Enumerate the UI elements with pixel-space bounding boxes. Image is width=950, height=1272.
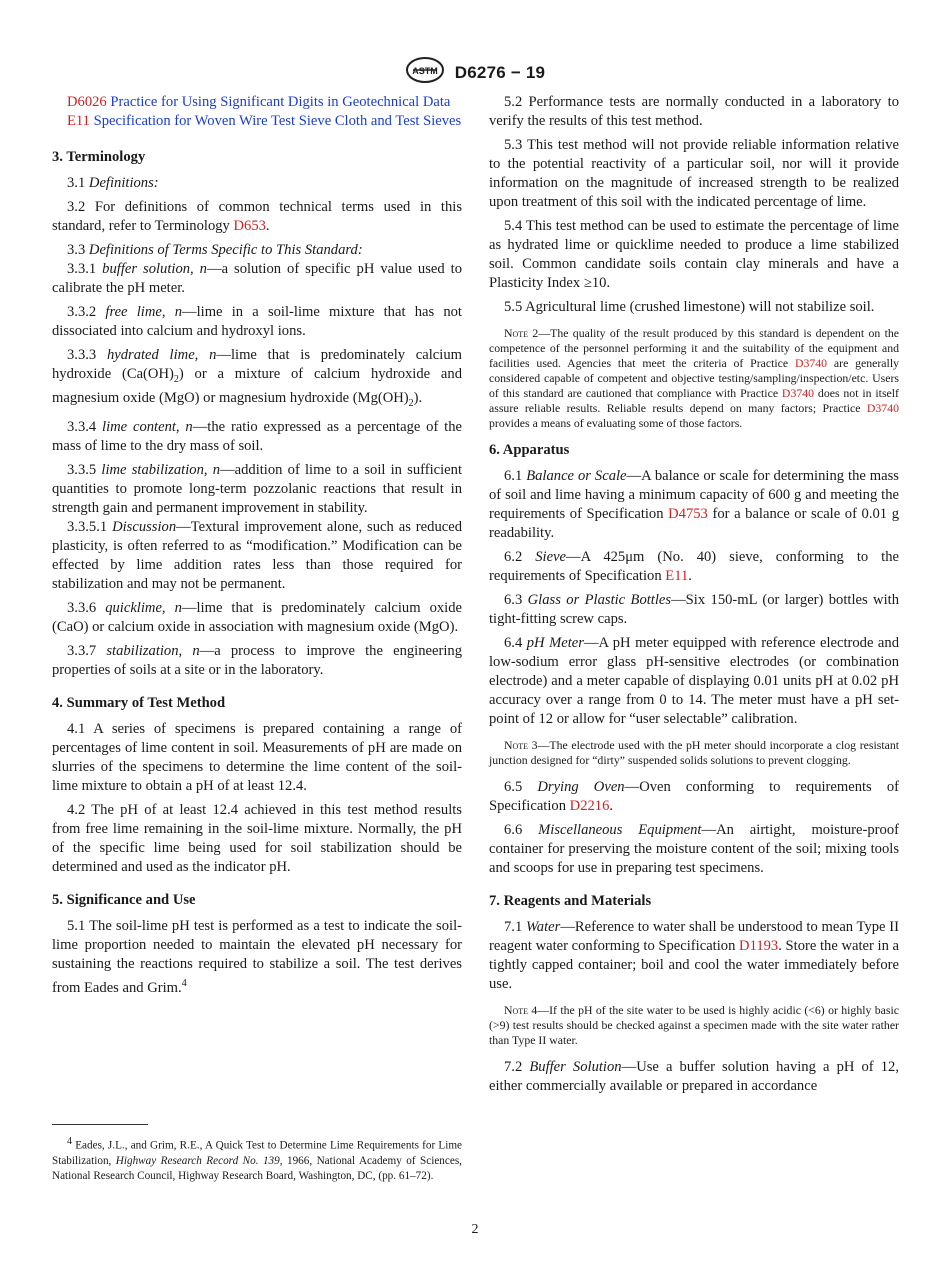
para-3-3-5-1: 3.3.5.1 Discussion—Textural improvement alone, such as reduced plasticity, is often referred to as “modification.” Modification can be effected by lime addition rates less than those required for stabilization and may not be permanent. (52, 518, 462, 592)
para-5-3: 5.3 This test method will not provide reliable information relative to the potential reactivity of a particular soil, nor will it provide information on the magnitude of increased strength to be realized upon treatment of this soil with the indicated percentage of lime. (489, 137, 899, 210)
para-5-4: 5.4 This test method can be used to estimate the percentage of lime as hydrated lime or quicklime needed to produce a lime stabilized soil. Common candidate soils contain clay minerals and have a Plasticity Index ≥10. (489, 218, 899, 291)
para-3-2: 3.2 For definitions of common technical terms used in this standard, refer to Terminology D653. (52, 199, 462, 234)
para-3-3-5: 3.3.5 lime stabilization, n—addition of lime to a soil in sufficient quantities to promote long-term pozzolanic reactions that result in strength gain and permanent improvement in stability. (52, 461, 463, 516)
para-4-2: 4.2 The pH of at least 12.4 achieved in this test method results from free lime remaining in the soil-lime mixture. Normally, the pH of the specific lime being used for soil stabilization should be determined and used as the indicator pH. (52, 801, 462, 875)
note-4: Note 4—If the pH of the site water to be used is highly acidic (<6) or highly basic (>9) test results should be checked against a specimen made with the site water rather than Type II water. (489, 1003, 899, 1047)
para-6-6: 6.6 Miscellaneous Equipment—An airtight, moisture-proof container for preserving the moisture content of the soil; mixing tools and scoops for use in preparing test specimens. (489, 822, 899, 876)
para-3-1: 3.1 Definitions: (67, 175, 159, 191)
para-4-1: 4.1 A series of specimens is prepared containing a range of percentages of lime content in soil. Measurements of pH are made on slurries of the specimens to determine the lime content of the soil-lime mixture to obtain a pH of at least 12.4. (52, 720, 462, 794)
reference-d6026 (52, 93, 462, 112)
ref-link-d6026[interactable]: D6026 (67, 94, 107, 110)
left-column (52, 93, 462, 1003)
para-3-3: 3.3 Definitions of Terms Specific to This Standard: (67, 242, 363, 258)
ref-title-d6026[interactable]: Practice for Using Significant Digits in Geotechnical Data (110, 94, 451, 110)
note-3: Note 3—The electrode used with the pH meter should incorporate a clog resistant junction designed for “dirty” suspended solids solutions to prevent clogging. (489, 738, 900, 767)
link-d2216[interactable]: D2216 (569, 798, 610, 814)
section-heading-summary: 4. Summary of Test Method (52, 694, 226, 711)
ref-link-e11[interactable]: E11 (67, 113, 90, 129)
footnote-ref-4[interactable]: 4 (181, 977, 187, 989)
link-d3740-1[interactable]: D3740 (794, 356, 828, 370)
para-3-3-4: 3.3.4 lime content, n—the ratio expressed as a percentage of the mass of lime to the dry mass of soil. (52, 418, 462, 454)
designation: D6276 − 19 (454, 62, 546, 82)
para-6-5: 6.5 Drying Oven—Oven conforming to requirements of Specification D2216. (489, 779, 899, 814)
link-d4753[interactable]: D4753 (668, 506, 708, 522)
para-7-2: 7.2 Buffer Solution—Use a buffer solution having a pH of 12, either commercially available or prepared in accordance (489, 1059, 899, 1094)
para-6-3: 6.3 Glass or Plastic Bottles—Six 150-mL (or larger) bottles with tight-fitting screw caps. (489, 592, 900, 627)
para-3-3-7: 3.3.7 stabilization, n—a process to improve the engineering properties of soils at a site or in the laboratory. (52, 642, 462, 678)
link-e11[interactable]: E11 (665, 568, 689, 584)
link-d3740-3[interactable]: D3740 (866, 401, 899, 415)
reference-e11 (52, 112, 462, 131)
link-d653[interactable]: D653 (233, 218, 266, 234)
footnote-4: $^4$ Eades, J.L., and Grim, R.E., A Quick Test to Determine Lime Requirements for Lime Stabilization, Highway Research Record No. 139, 1966, National Academy of Sciences, National Research Council, Highway Research Board, Washington, DC, (pp. 61–72). (52, 1136, 462, 1182)
section-heading-significance: 5. Significance and Use (52, 891, 196, 908)
right-column (489, 93, 899, 1101)
para-7-1: 7.1 Water—Reference to water shall be understood to mean Type II reagent water conforming to Specification D1193. Store the water in a tightly capped container; boil and cool the water immediately before use. (489, 919, 900, 992)
astm-logo (405, 56, 445, 89)
section-heading-reagents: 7. Reagents and Materials (489, 893, 652, 909)
page-header (0, 56, 950, 89)
svg-text:ASTM: ASTM (412, 66, 438, 76)
page-number: 2 (471, 1222, 479, 1237)
para-3-3-3: 3.3.3 hydrated lime, n—lime that is predominately calcium hydroxide $(Ca(OH)_2)$ or a mixture of calcium hydroxide and magnesium oxide (MgO) or magnesium hydroxide $(Mg(OH)_2)$. (52, 347, 462, 409)
link-d3740-2[interactable]: D3740 (781, 386, 815, 400)
section-heading-terminology: 3. Terminology (52, 149, 146, 165)
link-d1193[interactable]: D1193 (739, 938, 779, 954)
para-6-2: 6.2 Sieve—A 425μm (No. 40) sieve, conforming to the requirements of Specification E11. (489, 549, 899, 584)
para-6-1: 6.1 Balance or Scale—A balance or scale for determining the mass of soil and lime having a minimum capacity of 600 g and meeting the requirements of Specification D4753 for a balance or scale of 0.01 g readability. (489, 468, 899, 541)
note-2: Note 2—The quality of the result produced by this standard is dependent on the competence of the personnel performing it and the suitability of the equipment and facilities used. Agencies that meet the criteria of Practice D3740 are generally considered capable of competent and objective testing/sampling/inspection/etc. Users of this standard are cautioned that compliance with Practice D3740 does not in itself assure reliable results. Reliable results depend on many factors; Practice D3740 provides a means of evaluating some of those factors. (489, 326, 900, 430)
para-3-3-6: 3.3.6 quicklime, n—lime that is predominately calcium oxide (CaO) or calcium oxide in association with magnesium oxide (MgO). (52, 599, 462, 635)
para-5-2: 5.2 Performance tests are normally conducted in a laboratory to verify the results of this test method. (489, 94, 899, 129)
para-6-4: 6.4 pH Meter—A pH meter equipped with reference electrode and low-sodium error glass pH-sensitive electrodes (or combination electrode) and a meter capable of displaying 0.01 units pH at 0.02 pH accuracy over a range from 0 to 14. The meter must have a pH set-point of 12 or allow for “user selectable” calibration. (489, 635, 900, 727)
footnote-divider (52, 1124, 148, 1125)
para-3-3-2: 3.3.2 free lime, n—lime in a soil-lime mixture that has not dissociated into calcium and hydroxyl ions. (52, 304, 462, 339)
para-5-1: 5.1 The soil-lime pH test is performed as a test to indicate the soil-lime proportion needed to maintain the elevated pH necessary for sustaining the reactions required to stabilize a soil. The test derives from Eades and Grim.$^4$ (52, 917, 462, 996)
ref-title-e11[interactable]: Specification for Woven Wire Test Sieve Cloth and Test Sieves (93, 113, 462, 129)
para-5-5: 5.5 Agricultural lime (crushed limestone) will not stabilize soil. (504, 299, 875, 315)
section-heading-apparatus: 6. Apparatus (489, 442, 570, 458)
para-3-3-1: 3.3.1 buffer solution, n—a solution of specific pH value used to calibrate the pH meter. (52, 261, 462, 296)
